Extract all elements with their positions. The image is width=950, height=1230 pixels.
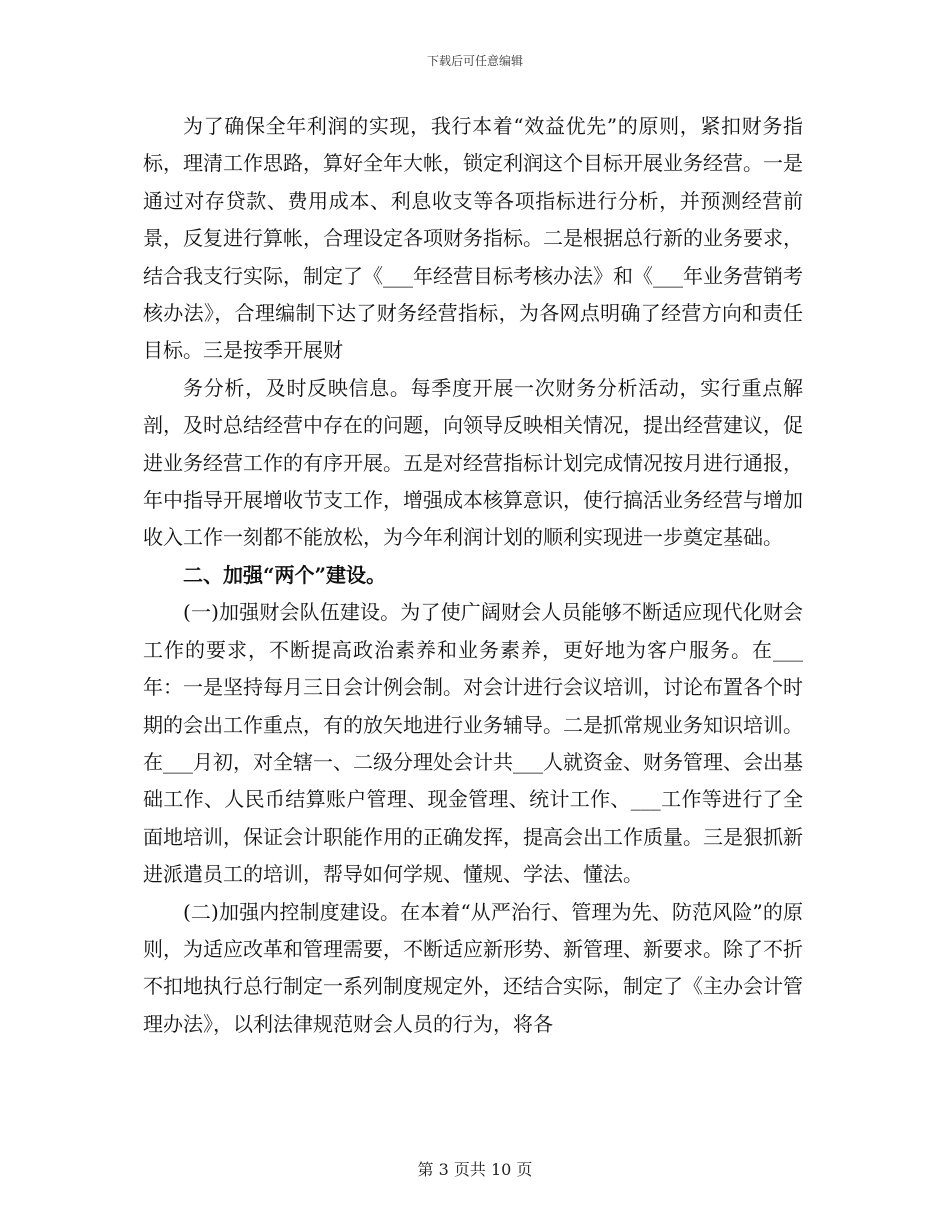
section-heading: 二、加强“两个”建设。 <box>183 562 387 587</box>
page-footer: 第 3 页共 10 页 <box>417 1160 533 1179</box>
paragraph-internal-control: (二)加强内控制度建设。在本着“从严治行、管理为先、防范风险”的原则，为适应改革和管理需要，不断适应新形势、新管理、新要求。除了不折不扣地执行总行制定一系列制度规定外，还结合实际，制定了《主办会计管理办法》，以利法律规范财会人员的行为，将各 <box>143 899 803 1036</box>
paragraph-profit-assurance: 为了确保全年利润的实现，我行本着“效益优先”的原则，紧扣财务指标，理清工作思路，算好全年大帐，锁定利润这个目标开展业务经营。一是通过对存贷款、费用成本、利息收支等各项指标进行分析，并预测经营前景，反复进行算帐，合理设定各项财务指标。二是根据总行新的业务要求，结合我支行实际，制定了《___年经营目标考核办法》和《___年业务营销考核办法》，合理编制下达了财务经营指标，为各网点明确了经营方向和责任目标。三是按季开展财 <box>143 114 803 363</box>
document-body <box>143 108 803 1043</box>
page-header: 下载后可任意编辑 <box>426 54 523 68</box>
paragraph-team-building: (一)加强财会队伍建设。为了使广阔财会人员能够不断适应现代化财会工作的要求，不断提高政治素养和业务素养，更好地为客户服务。在___年：一是坚持每月三日会计例会制。对会计进行会议培训，讨论布置各个时期的会出工作重点，有的放矢地进行业务辅导。二是抓常规业务知识培训。在___月初，对全辖一、二级分理处会计共___人就资金、财务管理、会出基础工作、人民币结算账户管理、现金管理、统计工作、___工作等进行了全面地培训，保证会计职能作用的正确发挥，提高会出工作质量。三是狠抓新进派遣员工的培训，帮导如何学规、懂规、学法、懂法。 <box>143 600 803 887</box>
paragraph-financial-analysis: 务分析，及时反映信息。每季度开展一次财务分析活动，实行重点解剖，及时总结经营中存在的问题，向领导反映相关情况，提出经营建议，促进业务经营工作的有序开展。五是对经营指标计划完成情况按月进行通报，年中指导开展增收节支工作，增强成本核算意识，使行搞活业务经营与增加收入工作一刻都不能放松，为今年利润计划的顺利实现进一步奠定基础。 <box>143 375 803 550</box>
